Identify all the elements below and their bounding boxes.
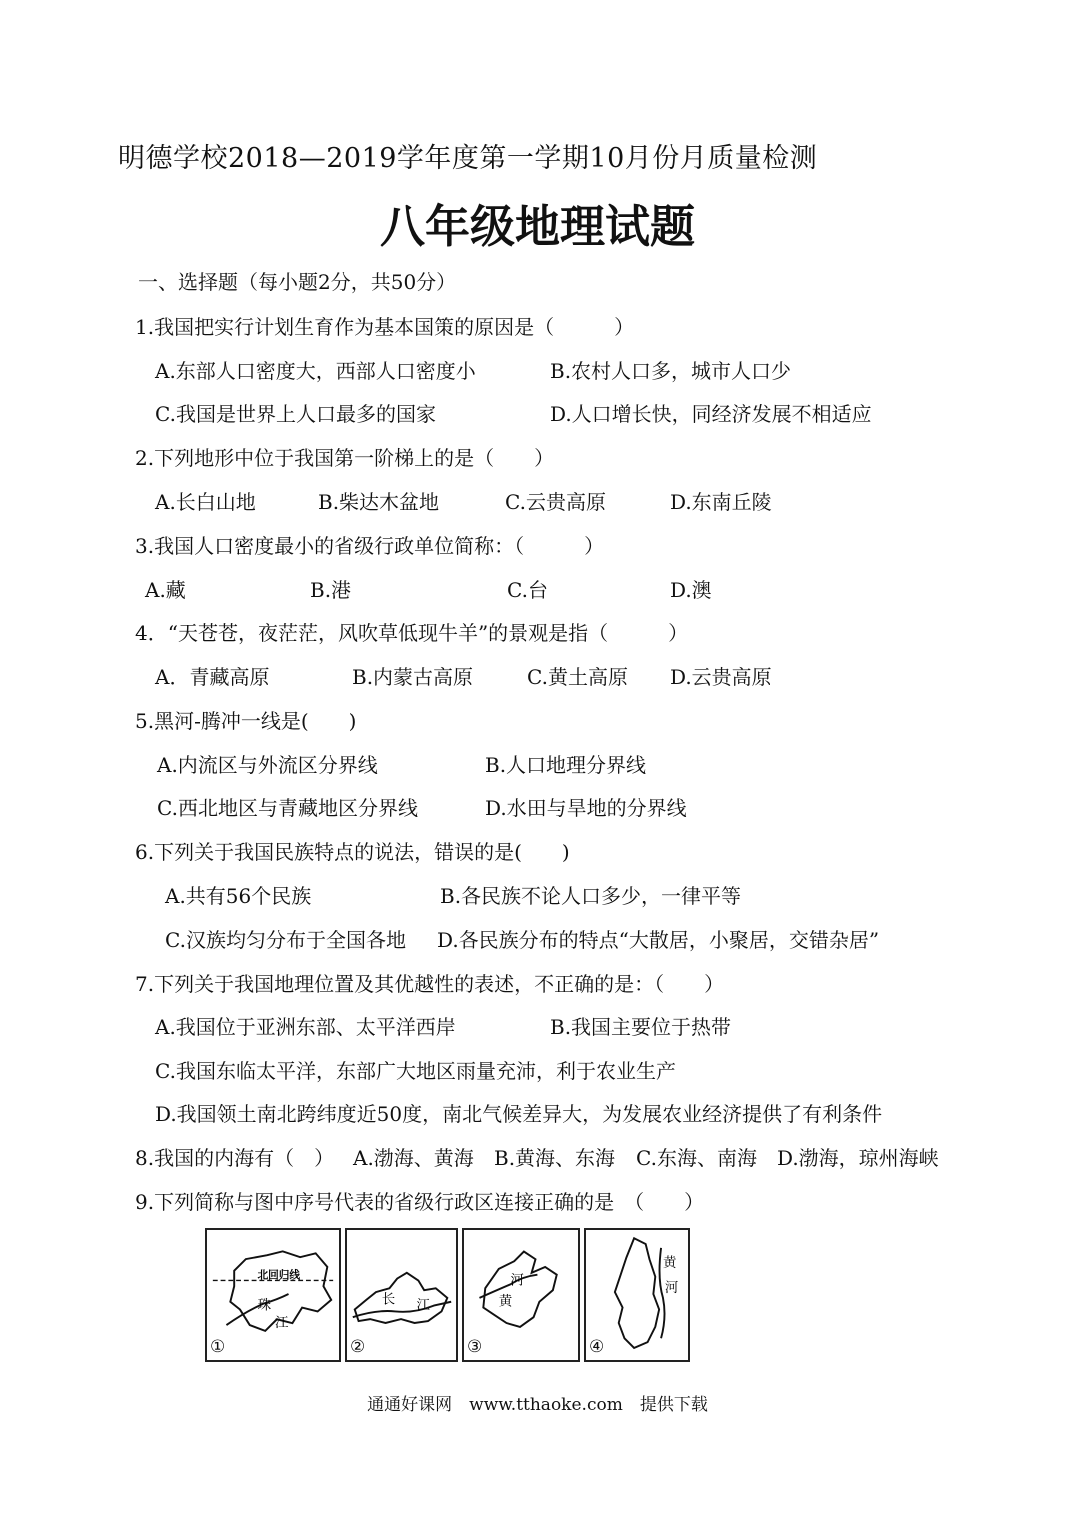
question-4-option-b: B.内蒙古高原 — [352, 665, 474, 689]
map-1-label-1: 北回归线 — [257, 1268, 301, 1282]
question-2-option-d: D.东南丘陵 — [670, 490, 772, 514]
question-7-option-c: C.我国东临太平洋，东部广大地区雨量充沛，利于农业生产 — [155, 1059, 676, 1083]
section-heading: 一、选择题（每小题2分，共50分） — [138, 270, 457, 294]
map-2-number: ② — [350, 1337, 366, 1357]
map-1 — [205, 1228, 341, 1362]
question-5-option-a: A.内流区与外流区分界线 — [157, 753, 378, 777]
exam-title: 明德学校2018—2019学年度第一学期10月份月质量检测 — [118, 143, 818, 174]
map-4 — [584, 1228, 690, 1362]
question-6-option-b: B.各民族不论人口多少，一律平等 — [440, 884, 742, 908]
map-3-label-1: 河 — [510, 1272, 524, 1289]
question-8-option-b: B.黄海、东海 — [494, 1146, 616, 1170]
question-4-option-d: D.云贵高原 — [670, 665, 772, 689]
map-figures — [205, 1228, 690, 1364]
question-4-option-a: A．青藏高原 — [155, 665, 270, 689]
map-3 — [462, 1228, 580, 1362]
map-4-label-1: 黄 — [662, 1255, 677, 1272]
map-1-label-3: 江 — [274, 1315, 289, 1332]
question-7-stem: 7.下列关于我国地理位置及其优越性的表述，不正确的是：（ ） — [135, 972, 725, 996]
question-8-option-d: D.渤海，琼州海峡 — [777, 1146, 939, 1170]
question-3-option-a: A.藏 — [145, 578, 186, 602]
question-2-option-b: B.柴达木盆地 — [318, 490, 440, 514]
question-6-stem: 6.下列关于我国民族特点的说法，错误的是( ) — [135, 840, 570, 864]
question-1-option-d: D.人口增长快，同经济发展不相适应 — [550, 402, 872, 426]
map-3-label-2: 黄 — [498, 1293, 513, 1310]
question-5-option-c: C.西北地区与青藏地区分界线 — [157, 796, 418, 820]
map-2 — [345, 1228, 458, 1362]
question-3-stem: 3.我国人口密度最小的省级行政单位简称：（ ） — [135, 534, 605, 558]
question-1-option-a: A.东部人口密度大，西部人口密度小 — [155, 359, 476, 383]
question-2-option-c: C.云贵高原 — [505, 490, 606, 514]
map-3-number: ③ — [467, 1337, 483, 1357]
question-3-option-d: D.澳 — [670, 578, 712, 602]
exam-subtitle: 八年级地理试题 — [379, 200, 695, 253]
question-4-option-c: C.黄土高原 — [527, 665, 628, 689]
question-1-option-b: B.农村人口多，城市人口少 — [550, 359, 792, 383]
question-4-stem: 4．“天苍苍，夜茫茫，风吹草低现牛羊”的景观是指（ ） — [135, 621, 689, 645]
question-7-option-b: B.我国主要位于热带 — [550, 1015, 732, 1039]
map-1-label-2: 珠 — [257, 1297, 272, 1314]
page-footer: 通通好课网 www.tthaoke.com 提供下载 — [367, 1395, 708, 1415]
map-2-label-1: 长 — [381, 1291, 396, 1308]
map-1-outline-icon — [207, 1230, 339, 1360]
question-5-stem: 5.黑河-腾冲一线是( ) — [135, 709, 357, 733]
map-2-label-2: 江 — [416, 1297, 430, 1314]
question-3-option-c: C.台 — [507, 578, 548, 602]
question-7-option-d: D.我国领土南北跨纬度近50度，南北气候差异大，为发展农业经济提供了有利条件 — [155, 1102, 883, 1126]
question-9-stem: 9.下列简称与图中序号代表的省级行政区连接正确的是 （ ） — [135, 1190, 705, 1214]
question-2-option-a: A.长白山地 — [155, 490, 256, 514]
map-1-number: ① — [210, 1337, 226, 1357]
question-8-option-a: A.渤海、黄海 — [353, 1146, 474, 1170]
question-8-option-c: C.东海、南海 — [636, 1146, 757, 1170]
question-6-option-c: C.汉族均匀分布于全国各地 — [165, 928, 406, 952]
question-8-stem: 8.我国的内海有（ ） — [135, 1146, 335, 1170]
question-7-option-a: A.我国位于亚洲东部、太平洋西岸 — [155, 1015, 456, 1039]
question-2-stem: 2.下列地形中位于我国第一阶梯上的是（ ） — [135, 446, 555, 470]
question-5-option-d: D.水田与旱地的分界线 — [485, 796, 687, 820]
question-6-option-a: A.共有56个民族 — [165, 884, 312, 908]
question-6-option-d: D.各民族分布的特点“大散居，小聚居，交错杂居” — [437, 928, 880, 952]
map-4-label-2: 河 — [664, 1280, 679, 1297]
question-1-stem: 1.我国把实行计划生育作为基本国策的原因是（ ） — [135, 315, 635, 339]
question-1-option-c: C.我国是世界上人口最多的国家 — [155, 402, 436, 426]
question-5-option-b: B.人口地理分界线 — [485, 753, 647, 777]
question-3-option-b: B.港 — [310, 578, 352, 602]
map-4-number: ④ — [589, 1337, 605, 1357]
